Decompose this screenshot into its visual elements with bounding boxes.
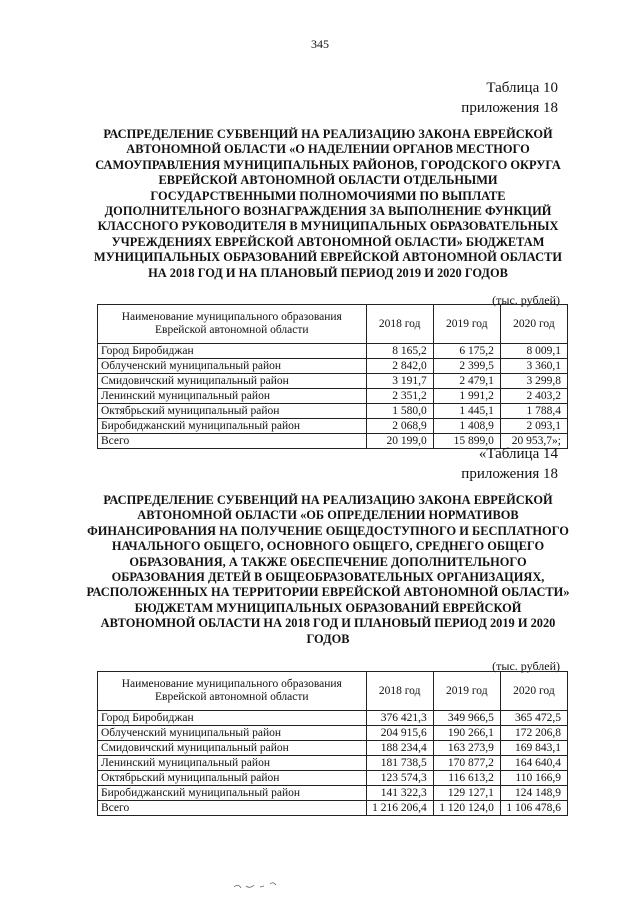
table-row: [98, 741, 568, 756]
value-2018: 2 068,9: [366, 419, 433, 434]
value-2020: 3 360,1: [500, 359, 567, 374]
row-name: Октябрьский муниципальный район: [98, 771, 367, 786]
table-row: [98, 344, 568, 359]
value-2018: 123 574,3: [366, 771, 433, 786]
value-2019: 349 966,5: [433, 711, 500, 726]
row-name: Облученский муниципальный район: [98, 359, 367, 374]
row-name: Ленинский муниципальный район: [98, 756, 367, 771]
value-2019: 190 266,1: [433, 726, 500, 741]
value-2018: 204 915,6: [366, 726, 433, 741]
row-name: Смидовичский муниципальный район: [98, 741, 367, 756]
value-2020: 2 403,2: [500, 389, 567, 404]
table-row: [98, 389, 568, 404]
value-2018: 1 216 206,4: [366, 801, 433, 816]
table-header-row: [98, 305, 568, 344]
table-row: [98, 711, 568, 726]
table-10-number: Таблица 10: [486, 80, 558, 96]
table-row: [98, 771, 568, 786]
table-row: [98, 756, 568, 771]
column-header-2019: 2019 год: [433, 672, 500, 711]
table-10-heading: РАСПРЕДЕЛЕНИЕ СУБВЕНЦИЙ НА РЕАЛИЗАЦИЮ ЗАКОНА ЕВРЕЙСКОЙ АВТОНОМНОЙ ОБЛАСТИ «О НАДЕЛЕНИИ ОРГАНОВ МЕСТНОГО САМОУПРАВЛЕНИЯ МУНИЦИПАЛЬНЫХ РАЙОНОВ, ГОРОДСКОГО ОКРУГА ЕВРЕЙСКОЙ АВТОНОМНОЙ ОБЛАСТИ ОТДЕЛЬНЫМИ ГОСУДАРСТВЕННЫМИ ПОЛНОМОЧИЯМИ ПО ВЫПЛАТЕ ДОПОЛНИТЕЛЬНОГО ВОЗНАГРАЖДЕНИЯ ЗА ВЫПОЛНЕНИЕ ФУНКЦИЙ КЛАССНОГО РУКОВОДИТЕЛЯ В МУНИЦИПАЛЬНЫХ ОБРАЗОВАТЕЛЬНЫХ УЧРЕЖДЕНИЯХ ЕВРЕЙСКОЙ АВТОНОМНОЙ ОБЛАСТИ» БЮДЖЕТАМ МУНИЦИПАЛЬНЫХ ОБРАЗОВАНИЙ ЕВРЕЙСКОЙ АВТОНОМНОЙ ОБЛАСТИ НА 2018 ГОД И НА ПЛАНОВЫЙ ПЕРИОД 2019 И 2020 ГОДОВ: [94, 127, 562, 280]
table-10-label: [461, 78, 558, 118]
table-10: [97, 304, 568, 449]
value-2018: 2 351,2: [366, 389, 433, 404]
pen-mark: [232, 878, 292, 892]
value-2018: 8 165,2: [366, 344, 433, 359]
row-name: Город Биробиджан: [98, 344, 367, 359]
table-row: [98, 786, 568, 801]
table-row: [98, 359, 568, 374]
table-14-label: [461, 444, 558, 484]
table-14-units: (тыс. рублей): [492, 659, 560, 673]
row-name: Всего: [98, 434, 367, 449]
value-2020: 1 106 478,6: [500, 801, 567, 816]
table-row: [98, 404, 568, 419]
value-2018: 181 738,5: [366, 756, 433, 771]
value-2019: 2 399,5: [433, 359, 500, 374]
row-name: Октябрьский муниципальный район: [98, 404, 367, 419]
value-2018: 1 580,0: [366, 404, 433, 419]
value-2020: 365 472,5: [500, 711, 567, 726]
column-header-2018: 2018 год: [366, 672, 433, 711]
value-2019: 1 445,1: [433, 404, 500, 419]
table-14-appendix: приложения 18: [461, 466, 558, 482]
value-2020: 124 148,9: [500, 786, 567, 801]
table-row: [98, 419, 568, 434]
value-2019: 116 613,2: [433, 771, 500, 786]
value-2018: 20 199,0: [366, 434, 433, 449]
row-name: Смидовичский муниципальный район: [98, 374, 367, 389]
value-2019: 170 877,2: [433, 756, 500, 771]
value-2018: 3 191,7: [366, 374, 433, 389]
value-2019: 1 991,2: [433, 389, 500, 404]
table-header-row: [98, 672, 568, 711]
value-2018: 2 842,0: [366, 359, 433, 374]
row-name: Ленинский муниципальный район: [98, 389, 367, 404]
table-row: [98, 726, 568, 741]
column-header-2020: 2020 год: [500, 672, 567, 711]
value-2020: 110 166,9: [500, 771, 567, 786]
table-row: [98, 374, 568, 389]
table-total-row: [98, 801, 568, 816]
column-header-2019: 2019 год: [433, 305, 500, 344]
value-2018: 188 234,4: [366, 741, 433, 756]
row-name: Биробиджанский муниципальный район: [98, 786, 367, 801]
value-2020: 164 640,4: [500, 756, 567, 771]
value-2019: 15 899,0: [433, 434, 500, 449]
value-2020: 1 788,4: [500, 404, 567, 419]
column-header-2020: 2020 год: [500, 305, 567, 344]
column-header-2018: 2018 год: [366, 305, 433, 344]
table-14: [97, 671, 568, 816]
value-2020: 172 206,8: [500, 726, 567, 741]
column-header-name: Наименование муниципального образования Еврейской автономной области: [98, 672, 367, 711]
table-10-appendix: приложения 18: [461, 100, 558, 116]
row-name: Облученский муниципальный район: [98, 726, 367, 741]
table-14-number: «Таблица 14: [478, 446, 558, 462]
value-2020: 3 299,8: [500, 374, 567, 389]
page-number: 345: [311, 37, 329, 51]
value-2020: 20 953,7»;: [500, 434, 567, 449]
row-name: Биробиджанский муниципальный район: [98, 419, 367, 434]
value-2019: 6 175,2: [433, 344, 500, 359]
value-2019: 2 479,1: [433, 374, 500, 389]
value-2019: 163 273,9: [433, 741, 500, 756]
column-header-name: Наименование муниципального образования Еврейской автономной области: [98, 305, 367, 344]
row-name: Всего: [98, 801, 367, 816]
value-2019: 1 120 124,0: [433, 801, 500, 816]
value-2019: 1 408,9: [433, 419, 500, 434]
value-2018: 376 421,3: [366, 711, 433, 726]
table-14-heading: РАСПРЕДЕЛЕНИЕ СУБВЕНЦИЙ НА РЕАЛИЗАЦИЮ ЗАКОНА ЕВРЕЙСКОЙ АВТОНОМНОЙ ОБЛАСТИ «ОБ ОПРЕДЕЛЕНИИ НОРМАТИВОВ ФИНАНСИРОВАНИЯ НА ПОЛУЧЕНИЕ ОБЩЕДОСТУПНОГО И БЕСПЛАТНОГО НАЧАЛЬНОГО ОБЩЕГО, ОСНОВНОГО ОБЩЕГО, СРЕДНЕГО ОБЩЕГО ОБРАЗОВАНИЯ, А ТАКЖЕ ОБЕСПЕЧЕНИЕ ДОПОЛНИТЕЛЬНОГО ОБРАЗОВАНИЯ ДЕТЕЙ В ОБЩЕОБРАЗОВАТЕЛЬНЫХ ОРГАНИЗАЦИЯХ, РАСПОЛОЖЕННЫХ НА ТЕРРИТОРИИ ЕВРЕЙСКОЙ АВТОНОМНОЙ ОБЛАСТИ» БЮДЖЕТАМ МУНИЦИПАЛЬНЫХ ОБРАЗОВАНИЙ ЕВРЕЙСКОЙ АВТОНОМНОЙ ОБЛАСТИ НА 2018 ГОД И ПЛАНОВЫЙ ПЕРИОД 2019 И 2020 ГОДОВ: [86, 493, 570, 646]
value-2020: 8 009,1: [500, 344, 567, 359]
row-name: Город Биробиджан: [98, 711, 367, 726]
value-2018: 141 322,3: [366, 786, 433, 801]
value-2019: 129 127,1: [433, 786, 500, 801]
value-2020: 2 093,1: [500, 419, 567, 434]
table-10-units: (тыс. рублей): [492, 293, 560, 307]
value-2020: 169 843,1: [500, 741, 567, 756]
